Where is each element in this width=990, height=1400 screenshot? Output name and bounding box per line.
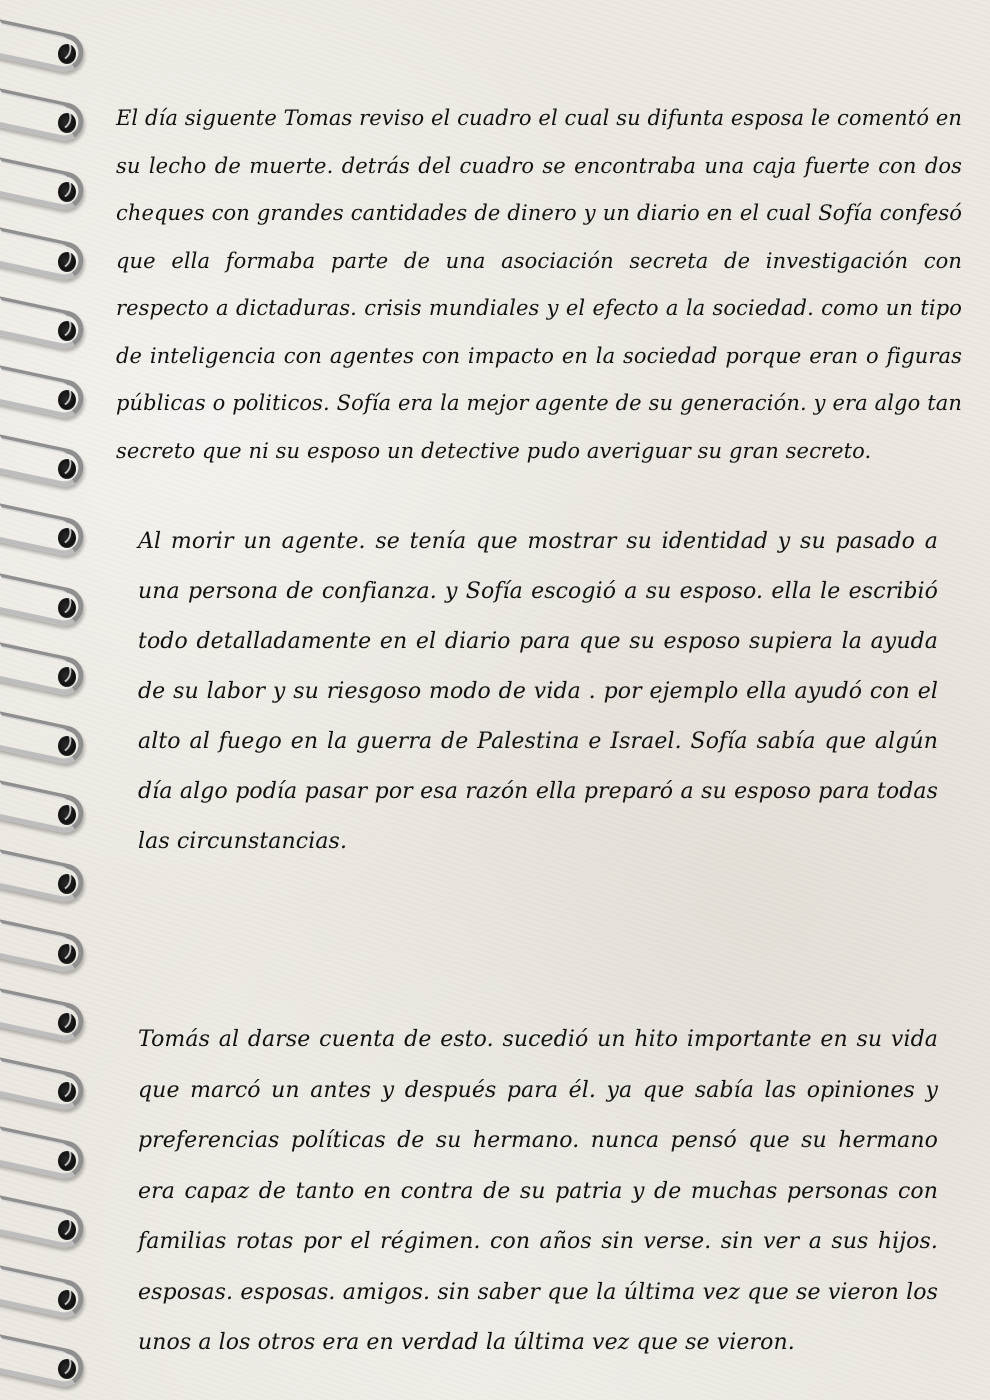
spiral-ring: [0, 93, 90, 139]
spiral-ring: [0, 301, 90, 347]
spiral-ring: [0, 854, 90, 900]
paragraph-2: Al morir un agente. se tenía que mostrar su identidad y su pasado a una persona de confianza. y Sofía escogió a su esposo. ella le escribió todo detalladamente en el diario para que su esposo supiera la ayuda de su labor y su riesgoso modo de vida . por ejemplo ella ayudó con el alto al fuego en la guerra de Palestina e Israel. Sofía sabía que algún día algo podía pasar por esa razón ella preparó a su esposo para todas las circunstancias.: [138, 529, 938, 854]
spiral-binding: [0, 0, 90, 1400]
spiral-ring: [0, 1131, 90, 1177]
paragraph-1: El día siguente Tomas reviso el cuadro el cual su difunta esposa le comentó en su lecho de muerte. detrás del cuadro se encontraba una caja fuerte con dos cheques con grandes cantidades de dinero y un diario en el cual Sofía confesó que ella formaba parte de una asociación secreta de investigación con respecto a dictaduras. crisis mundiales y el efecto a la sociedad. como un tipo de inteligencia con agentes con impacto en la sociedad porque eran o figuras públicas o politicos. Sofía era la mejor agente de su generación. y era algo tan secreto que ni su esposo un detective pudo averiguar su gran secreto.: [116, 106, 962, 463]
paragraph-3: Tomás al darse cuenta de esto. sucedió un hito importante en su vida que marcó un antes y después para él. ya que sabía las opiniones y preferencias políticas de su hermano. nunca pensó que su hermano era capaz de tanto en contra de su patria y de muchas personas con familias rotas por el régimen. con años sin verse. sin ver a sus hijos. esposas. esposas. amigos. sin saber que la última vez que se vieron los unos a los otros era en verdad la última vez que se vieron.: [138, 1027, 938, 1355]
spiral-ring: [0, 993, 90, 1039]
spiral-ring: [0, 924, 90, 970]
spiral-ring: [0, 1200, 90, 1246]
spiral-ring: [0, 1270, 90, 1316]
spiral-ring: [0, 578, 90, 624]
spiral-ring: [0, 1339, 90, 1385]
spiral-ring: [0, 439, 90, 485]
spiral-ring: [0, 24, 90, 70]
spiral-ring: [0, 1062, 90, 1108]
spiral-ring: [0, 232, 90, 278]
spiral-ring: [0, 716, 90, 762]
spiral-ring: [0, 785, 90, 831]
spiral-ring: [0, 162, 90, 208]
spiral-ring: [0, 508, 90, 554]
spiral-ring: [0, 370, 90, 416]
spiral-ring: [0, 647, 90, 693]
